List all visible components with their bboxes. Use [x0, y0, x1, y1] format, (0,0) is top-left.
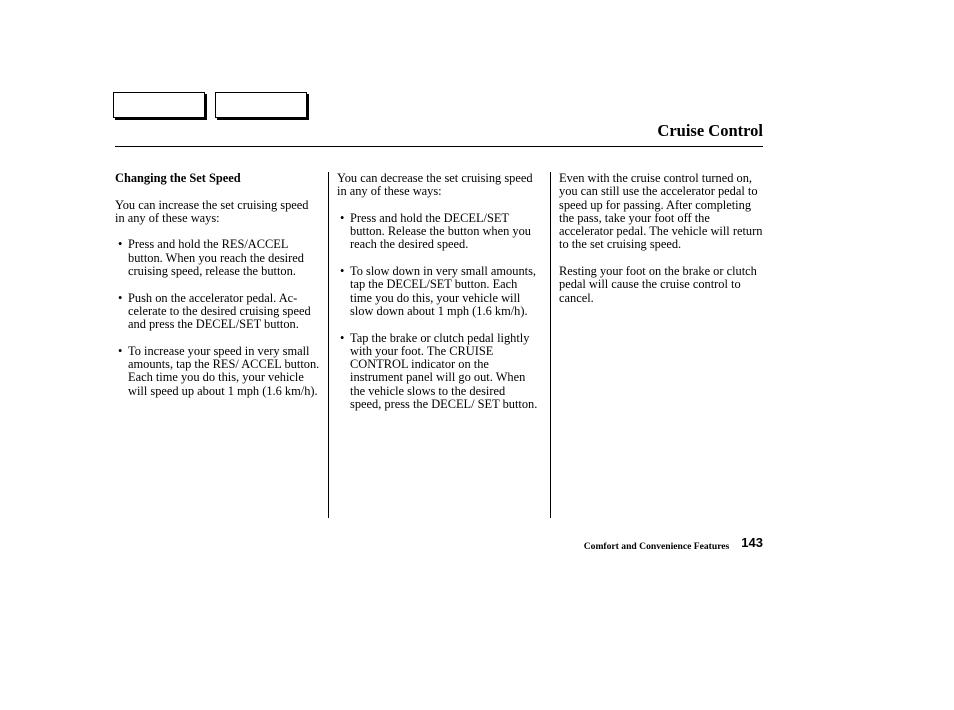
- list-item: • Tap the brake or clutch pedal lightly with your foot. The CRUISE CONTROL indicator on the instrument panel will go out. When the vehicle slows to the desired speed, press the DECEL/ SET button.: [337, 332, 539, 412]
- list-item: • To increase your speed in very small amounts, tap the RES/ ACCEL button. Each time you do this, your vehicle will speed up about 1 mph (1.6 km/h).: [115, 345, 320, 398]
- column-divider: [550, 172, 551, 518]
- column-2: [337, 172, 539, 425]
- bullet-list: [115, 238, 320, 398]
- list-item: • Press and hold the RES/ACCEL button. When you reach the desired cruising speed, release the button.: [115, 238, 320, 278]
- nav-tab-next[interactable]: [215, 92, 307, 118]
- nav-tab-previous[interactable]: [113, 92, 205, 118]
- page-number: 143: [741, 535, 763, 550]
- section-subheading: Changing the Set Speed: [115, 171, 241, 185]
- list-item: • To slow down in very small amounts, tap the DECEL/SET button. Each time you do this, your vehicle will slow down about 1 mph (1.6 km/h).: [337, 265, 539, 318]
- body-paragraph: Even with the cruise control turned on, you can still use the accelerator pedal to speed up for passing. After completing the pass, take your foot off the accelerator pedal. The vehicle will return to the set cruising speed.: [559, 171, 763, 252]
- list-item: • Push on the accelerator pedal. Ac-celerate to the desired cruising speed and press the DECEL/SET button.: [115, 292, 320, 332]
- column-divider: [328, 172, 329, 518]
- body-paragraph: Resting your foot on the brake or clutch pedal will cause the cruise control to cancel.: [559, 264, 757, 305]
- list-item: • Press and hold the DECEL/SET button. Release the button when you reach the desired speed.: [337, 212, 539, 252]
- column-1: [115, 172, 320, 411]
- page-footer: [584, 536, 763, 554]
- column-3: [559, 172, 764, 318]
- page-title: Cruise Control: [657, 121, 763, 140]
- footer-section-title: Comfort and Convenience Features: [583, 541, 730, 552]
- bullet-list: [337, 212, 539, 411]
- intro-paragraph: You can decrease the set cruising speed in any of these ways:: [337, 171, 533, 199]
- intro-paragraph: You can increase the set cruising speed in any of these ways:: [115, 197, 309, 225]
- header-rule: [115, 146, 763, 147]
